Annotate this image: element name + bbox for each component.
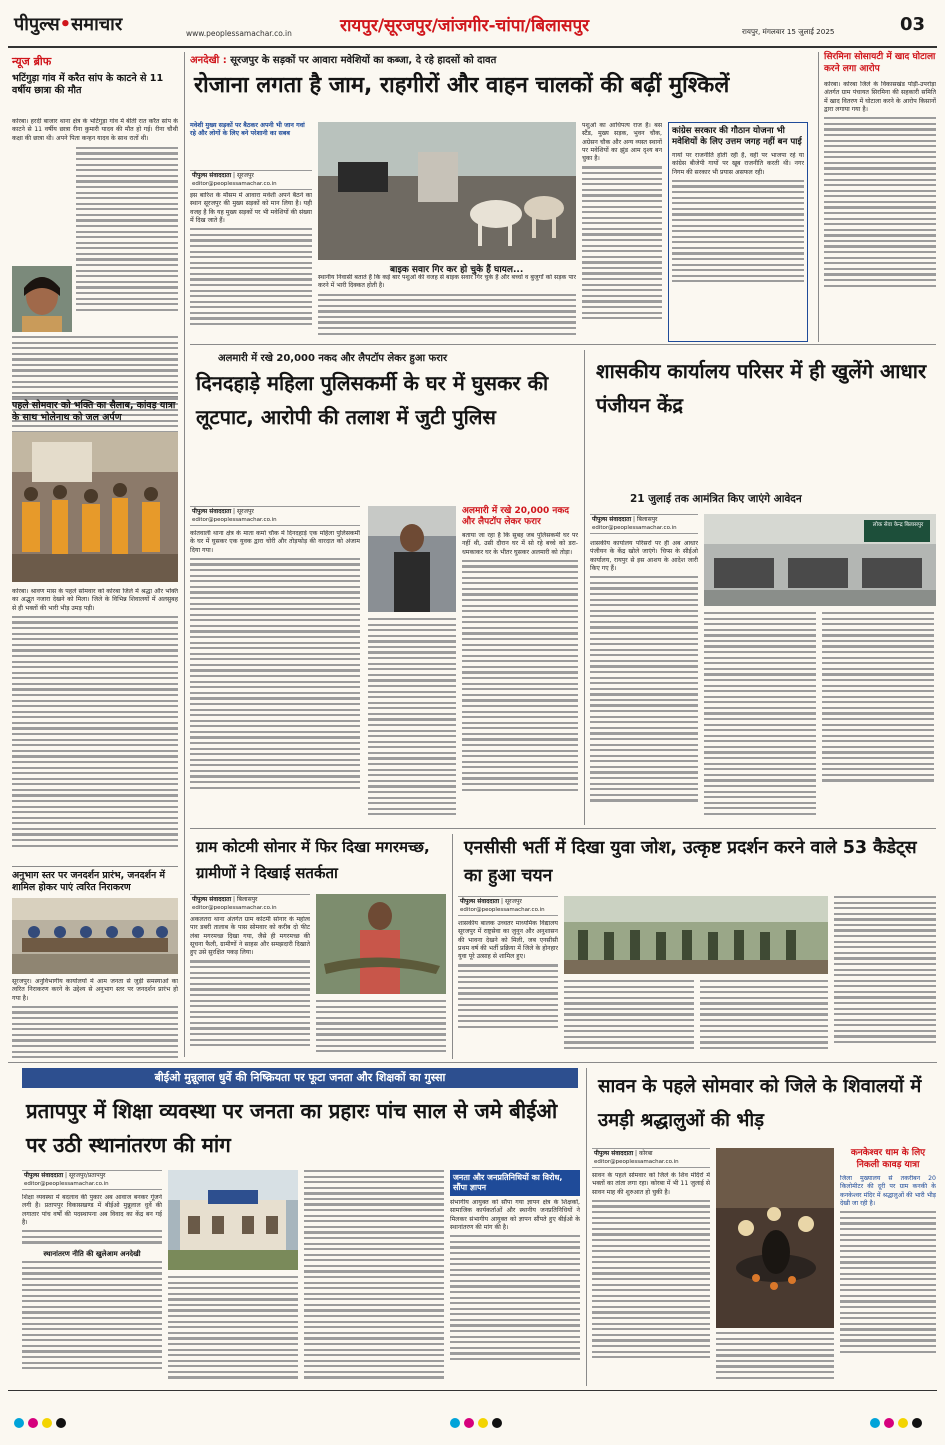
jandarshan-photo — [12, 898, 178, 974]
aadhaar-story — [590, 350, 936, 825]
croc-byline: पीपुल्स संवाददाता | बिलासपुर editor@peoplessamachar.co.in — [190, 894, 310, 914]
beo-banner — [22, 1068, 578, 1088]
ncc-headline: एनसीसी भर्ती में दिखा युवा जोश, उत्कृष्ट प्रदर्शन करने वाले 53 कैडेट्स का हुआ चयन — [464, 838, 917, 886]
protest-sidebox — [450, 1170, 580, 1384]
kanwar-photo — [12, 432, 178, 582]
croc-headline: ग्राम कोटमी सोनार में फिर दिखा मगरमच्छ, ग्रामीणों ने दिखाई सतर्कता — [196, 838, 430, 882]
protest-title: जनता और जनप्रतिनिधियों का विरोध, सौंपा ज्ञापन — [450, 1170, 580, 1196]
ncc-body-3 — [700, 980, 828, 1058]
cattle-photo — [318, 122, 576, 260]
robbery-body-mid — [368, 618, 456, 818]
kanakeshwar-title: कनकेश्वर धाम के लिए निकली कावड़ यात्रा — [850, 1148, 926, 1170]
gauthan-body: गायों पर राजनीति होती रही है, वहीं पर भाजपा रहे या कांग्रेस बीजेपी गायों पर खूब राजनीति करती थी। नगर निगम की सरकार भी प्रयास असफल रही। — [672, 152, 804, 312]
story1-highlight-box — [190, 122, 310, 170]
story1-caption-body: स्थानीय निवासी बताते हैं कि कई बार पशुओं की वजह से बाइक सवार गिर चुके हैं और बच्चों व बुजुर्गों को सड़क पार करने में भारी दिक्कत होती है। — [318, 274, 576, 342]
logo-part1: पीपुल्स — [14, 14, 60, 35]
accused-photo — [368, 506, 456, 612]
pratappur-headline: प्रतापपुर में शिक्षा व्यवस्था पर जनता का प्रहारः पांच साल से जमे बीईओ पर उठी स्थानांतरण की मांग — [26, 1099, 558, 1157]
brief3-body: सूरजपुर। अनुविभागीय कार्यालयों में आम जनता से जुड़ी समस्याओं का त्वरित निराकरण करने के उद्देश्य से अनुभाग स्तर पर जनदर्शन प्रारंभ हो गया है। — [12, 978, 178, 1058]
brief3-headline: अनुभाग स्तर पर जनदर्शन प्रारंभ, जनदर्शन में शामिल होकर पाएं त्वरित निराकरण — [12, 870, 166, 893]
story1-headline: रोजाना लगता है जाम, राहगीरों और वाहन चालकों की बढ़ीं मुश्किलें — [194, 73, 730, 98]
robbery-callout: अलमारी में रखे 20,000 नकद और लैपटॉप लेकर फरार — [462, 506, 570, 527]
school-building-image — [168, 1170, 298, 1270]
aadhaar-body: शासकीय कार्यालय परिसरों पर ही अब आधार पंजीयन के केंद्र खोले जाएंगे। चिप्स के सीईओ कार्यालय, रायपुर से इस आशय के आदेश जारी किए गए हैं। — [590, 540, 698, 820]
edition-names: रायपुर/सूरजपुर/जांजगीर-चांपा/बिलासपुर — [340, 16, 590, 36]
gauthan-title: कांग्रेस सरकार की गौठान योजना भी मवेशियों के लिए उत्तम जगह नहीं बन पाई — [672, 126, 802, 147]
pratappur-subhead: स्थानांतरण नीति की खुलेआम अनदेखी — [43, 1250, 141, 1259]
robbery-byline: पीपुल्स संवाददाता | सूरजपुर editor@peoplessamachar.co.in — [190, 506, 360, 526]
brief1-body-lower — [12, 336, 178, 446]
savan-body: सावन के पहले सोमवार को जिले के शिव मंदिरों में भक्तों का तांता लगा रहा। कोरबा में भी 11 जुलाई से सावन माह की शुरुआत हो चुकी है। — [592, 1172, 710, 1386]
robbery-story — [190, 350, 578, 825]
aadhaar-deck: 21 जुलाई तक आमंत्रित किए जाएंगे आवेदन — [630, 493, 802, 505]
sirmina-body: कोरबा। कोरबा जिले के विकासखंड पोड़ी-उपरोड़ा अंतर्गत ग्राम पंचायत सिरमिना की सहकारी समिति में खाद वितरण में घोटाला करने के आरोप किसानों द्वारा लगाया गया है। — [824, 81, 936, 321]
sirmina-story — [824, 52, 936, 342]
kicker-label: अनदेखी : — [190, 55, 227, 66]
shivling-photo — [716, 1148, 834, 1328]
masthead — [0, 0, 945, 46]
brief1-headline: भटिंगुड़ा गांव में करैत सांप के काटने से 11 वर्षीय छात्रा की मौत — [12, 73, 164, 96]
sirmina-headline: सिरमिना सोसायटी में खाद घोटाला करने लगा आरोप — [824, 52, 936, 74]
cattle-on-road-image — [318, 122, 576, 260]
ncc-body: शासकीय बालक उच्चतर माध्यमिक विद्यालय सूरजपुर में राष्ट्रसेवा का जुनून और अनुशासन की भावना देखने को मिली, जब एनसीसी प्रथम वर्ष की भर्ती प्रक्रिया में जिले के होनहार युवा पूरे उत्साह से शामिल हुए। — [458, 920, 558, 1058]
crocodile-story — [190, 834, 446, 1059]
croc-body: अकलतरा थाना अंतर्गत ग्राम कोटमी सोनार के महोत्व पार डबरी तालाब के पास सोमवार को करीब दो फीट लंबा मगरमच्छ दिखा गया, जैसे ही मगरमच्छ की सूचना फैली, ग्रामीणों ने साहस और समझदारी दिखाते हुए उसे सुरक्षित पकड़ लिया। — [190, 916, 310, 1058]
robbery-body: कोतवाली थाना क्षेत्र के माता कर्मा चौक में दिनदहाड़े एक महिला पुलिसकर्मी के घर में घुसकर एक युवक द्वारा चोरी और तोड़फोड़ की वारदात को अंजाम दिया गया। — [190, 530, 360, 820]
news-brief-column — [12, 54, 178, 1059]
brief2-headline: पहले सोमवार को भक्ति का सैलाब, कांवड़ यात्रा के साथ भोलेनाथ को जल अर्पण — [12, 400, 176, 423]
ncc-body-4 — [834, 896, 936, 1058]
pratappur-body-3 — [304, 1170, 444, 1384]
cattle-caption: बाइक सवार गिर कर हो चुके हैं घायल... — [390, 265, 524, 275]
page-number: 03 — [900, 14, 926, 35]
story1-email: editor@peoplessamachar.co.in — [192, 181, 277, 187]
robbery-headline: दिनदहाड़े महिला पुलिसकर्मी के घर में घुसकर की लूटपाट, आरोपी की तलाश में जुटी पुलिस — [196, 371, 549, 429]
dateline: रायपुर, मंगलवार 15 जुलाई 2025 — [742, 27, 835, 36]
savan-byline: पीपुल्स संवाददाता | कोरबा editor@peoplessamachar.co.in — [592, 1148, 710, 1168]
aadhaar-byline: पीपुल्स संवाददाता | बिलासपुर editor@peoplessamachar.co.in — [590, 514, 698, 534]
kicker-text: सूरजपुर के सड़कों पर आवारा मवेशियों का कब्जा, दे रहे हादसों को दावत — [230, 55, 497, 66]
registration-marks-center — [450, 1418, 502, 1428]
aadhaar-body-3 — [822, 612, 934, 820]
savan-headline: सावन के पहले सोमवार को जिले के शिवालयों में उमड़ी श्रद्धालुओं की भीड़ — [598, 1076, 922, 1131]
croc-body-2 — [316, 1000, 446, 1058]
office-photo — [704, 514, 936, 606]
accused-man-image — [368, 506, 456, 612]
savan-body-2 — [716, 1332, 834, 1386]
crocodile-photo — [316, 894, 446, 994]
kanwar-pilgrims-image — [12, 432, 178, 582]
ncc-cadets-image — [564, 896, 828, 974]
masthead-rule — [8, 46, 937, 48]
gauthan-sidebox — [668, 122, 808, 342]
pratappur-story — [22, 1094, 580, 1384]
aadhaar-body-2 — [704, 612, 816, 820]
logo-part2: समाचार — [71, 14, 123, 35]
office-sign: लोक सेवा केन्द्र बिलासपुर — [872, 522, 924, 528]
ncc-body-2 — [564, 980, 694, 1058]
savan-story — [592, 1070, 936, 1386]
brief2-body: कोरबा। श्रावण मास के पहले सोमवार को कोरबा जिले में श्रद्धा और भक्ति का अद्भुत नजारा देखने को मिला। जिले के विभिन्न शिवालयों में अलसुबह से ही भक्तों की भारी भीड़ उमड़ पड़ी। — [12, 588, 178, 878]
ncc-photo — [564, 896, 828, 974]
website-label: www.peoplessamachar.co.in — [186, 29, 292, 38]
aadhaar-headline: शासकीय कार्यालय परिसर में ही खुलेंगे आधार पंजीयन केंद्र — [596, 359, 927, 417]
story1-kicker — [190, 52, 815, 66]
pratappur-byline: पीपुल्स संवाददाता | सूरजपुर/प्रतापपुर editor@peoplessamachar.co.in — [22, 1170, 162, 1190]
story1-byline: पीपुल्स संवाददाता | सूरजपुर editor@peoplessamachar.co.in — [190, 170, 312, 190]
man-holding-crocodile-image — [316, 894, 446, 994]
story1-col1: इस बारिश के मौसम में आवारा मवेशी अपने बैठने का स्थान सूरजपुर की मुख्य सड़कों को मान लिया है। यही वजह है कि यह मुख्य सड़कों पर भी मवेशियों की संख्या में दिख जाते हैं। — [190, 192, 312, 342]
beo-banner-text: बीईओ मुन्नूलाल धुर्वे की निष्क्रियता पर फूटा जनता और शिक्षकों का गुस्सा — [154, 1071, 446, 1084]
ncc-byline: पीपुल्स संवाददाता | सूरजपुर editor@peoplessamachar.co.in — [458, 896, 558, 916]
robbery-body2: बताया जा रहा है कि सुबह जब पुलिसकर्मी घर पर नहीं थी, उसी दौरान घर में सो रहे बच्चे को डरा-धमकाकर घर के भीतर घुसकर अलमारी को तोड़ा। — [462, 532, 578, 820]
ncc-story — [458, 834, 936, 1059]
school-photo — [168, 1170, 298, 1270]
news-brief-label: न्यूज ब्रीफ — [12, 55, 52, 68]
kanakeshwar-body: जिला मुख्यालय से तकरीबन 20 किलोमीटर की दूरी पर ग्राम कनकी के कनकेश्वर मंदिर में श्रद्धालुओं की भारी भीड़ देखी जा रही है। — [840, 1175, 936, 1375]
registration-marks-left — [14, 1418, 66, 1428]
story1-highlight: मवेशी मुख्य सड़कों पर बैठकर अपनी भी जान गवां रहे और लोगों के लिए बने परेशानी का सबब — [190, 122, 305, 137]
registration-marks-right — [870, 1418, 922, 1428]
pratappur-body-2 — [168, 1276, 298, 1384]
jandarshan-meeting-image — [12, 898, 178, 974]
robbery-kicker: अलमारी में रखे 20,000 नकद और लैपटॉप लेकर हुआ फरार — [218, 353, 448, 364]
shivling-worship-image — [716, 1148, 834, 1328]
stray-cattle-story — [190, 52, 815, 342]
kanakeshwar-sidebox — [840, 1148, 936, 1386]
protest-body: संभागीय आयुक्त को सौंपा गया ज्ञापन क्षेत्र के शिक्षकों, सामाजिक कार्यकर्ताओं और स्थानीय जनप्रतिनिधियों ने मिलकर संभागीय आयुक्त को ज्ञापन सौंपते हुए बीईओ के स्थानांतरण की मांग की है। — [450, 1199, 580, 1379]
story1-col3: पशुओं का आधिपत्य राज है। बस स्टैंड, मुख्य सड़क, भुवन चौक, अग्रेसन चौक और अन्य व्यस्त स्थानों पर मवेशियों का झुंड आम दृश्य बन चुका है। — [582, 122, 662, 342]
masthead-logo: पीपुल्स•समाचार — [14, 14, 123, 35]
pratappur-body: शिक्षा व्यवस्था में बदलाव की पुकार अब आवाज बनकर गूंजने लगी है। प्रतापपुर विकासखण्ड में बीईओ मुन्नूलाल धुर्वे की लगातार पांच वर्षों की पदस्थापना अब विवाद का केंद्र बन गई है। स्थानांतरण नीति की खुलेआम अनदेखी — [22, 1194, 162, 1384]
brief1-body: कोरबा। हरदी बाजार थाना क्षेत्र के भटिंगुड़ा गांव में बीती रात करैत सांप के काटने से 11 वर्षीय छात्रा रीना कुमारी यादव की मौत हो गई। रीना चौथी कक्षा की छात्रा थी। अपने पिता कन्हन यादव के साथ रातों थी। — [12, 118, 178, 383]
